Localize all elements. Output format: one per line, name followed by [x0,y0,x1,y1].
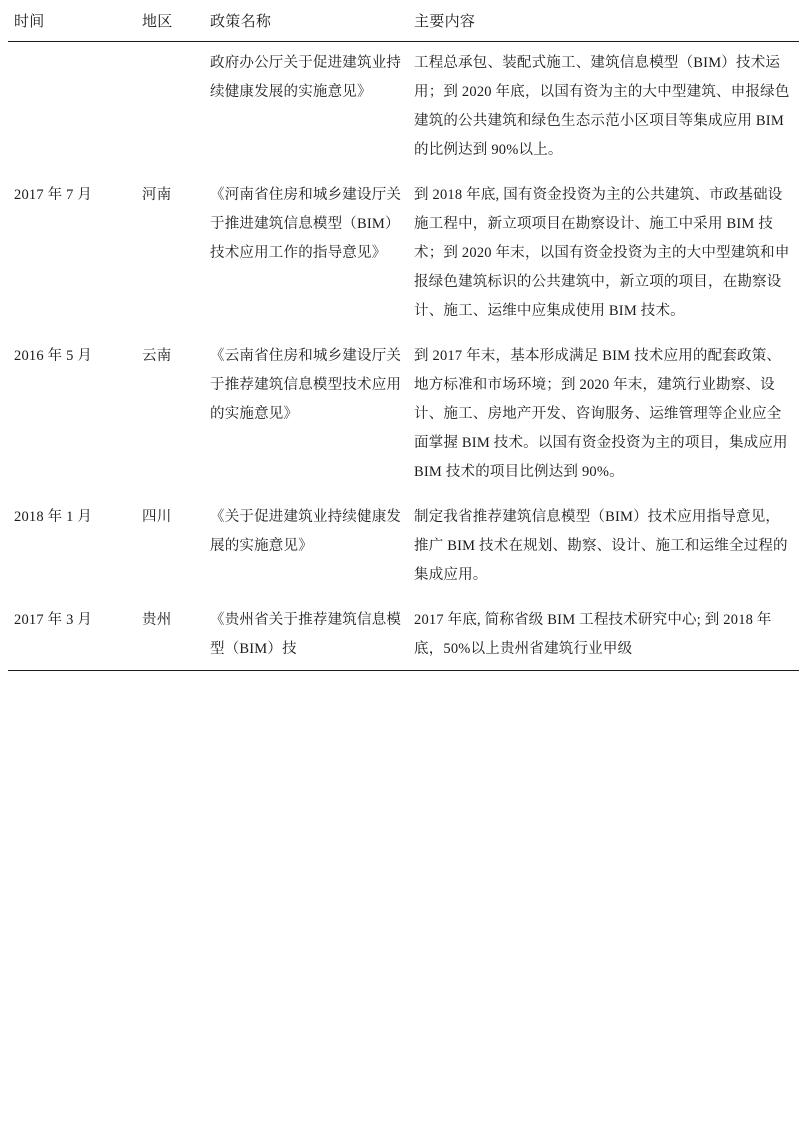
policy-table [8,0,799,671]
cell-area: 贵州 [136,599,204,671]
cell-area: 云南 [142,348,172,364]
cell-policy-name: 《云南省住房和城乡建设厅关于推荐建筑信息模型技术应用的实施意见》 [210,348,402,422]
cell-time [8,42,136,175]
column-header-policy-name: 政策名称 [204,0,408,42]
cell-main-content: 制定我省推荐建筑信息模型（BIM）技术应用指导意见，推广 BIM 技术在规划、勘察、设计、施工和运维全过程的集成应用。 [414,509,788,583]
table-body [8,42,799,671]
cell-time: 2017 年 7 月 [14,187,93,203]
cell-time: 2017 年 3 月 [8,599,136,671]
cell-time: 2016 年 5 月 [14,348,93,364]
cell-main-content: 2017 年底, 简称省级 BIM 工程技术研究中心; 到 2018 年底，50%以上贵州省建筑行业甲级 [408,599,799,671]
column-header-time: 时间 [8,0,136,42]
column-header-main-content: 主要内容 [408,0,799,42]
table-row [8,42,799,175]
cell-time: 2018 年 1 月 [14,509,93,525]
cell-main-content: 到 2018 年底, 国有资金投资为主的公共建筑、市政基础设施工程中，新立项项目在勘察设计、施工中采用 BIM 技术；到 2020 年末，以国有资金投资为主的大中型建筑和申报绿色建筑标识的公共建筑中，新立项的项目，在勘察设计、施工、运维中应集成使用 BIM 技术。 [414,187,790,319]
table-row [8,496,799,599]
cell-policy-name: 《河南省住房和城乡建设厅关于推进建筑信息模型（BIM）技术应用工作的指导意见》 [210,187,402,261]
cell-policy-name: 《关于促进建筑业持续健康发展的实施意见》 [210,509,402,554]
cell-policy-name: 政府办公厅关于促进建筑业持续健康发展的实施意见》 [210,55,402,100]
cell-area: 河南 [142,187,172,203]
cell-main-content: 到 2017 年末，基本形成满足 BIM 技术应用的配套政策、地方标准和市场环境；到 2020 年末，建筑行业勘察、设计、施工、房地产开发、咨询服务、运维管理等企业应全面掌握 BIM 技术。以国有资金投资为主的项目，集成应用 BIM 技术的项目比例达到 90%。 [414,348,788,480]
cell-main-content: 工程总承包、装配式施工、建筑信息模型（BIM）技术运用；到 2020 年底，以国有资为主的大中型建筑、申报绿色建筑的公共建筑和绿色生态示范小区项目等集成应用 BIM 的比例达到 90%以上。 [414,55,790,158]
table-row [8,599,799,671]
cell-policy-name: 《贵州省关于推荐建筑信息模型（BIM）技 [204,599,408,671]
table-header [8,0,799,42]
table-row [8,174,799,335]
column-header-area: 地区 [136,0,204,42]
cell-area [136,42,204,175]
table-row [8,335,799,496]
cell-area: 四川 [142,509,172,525]
